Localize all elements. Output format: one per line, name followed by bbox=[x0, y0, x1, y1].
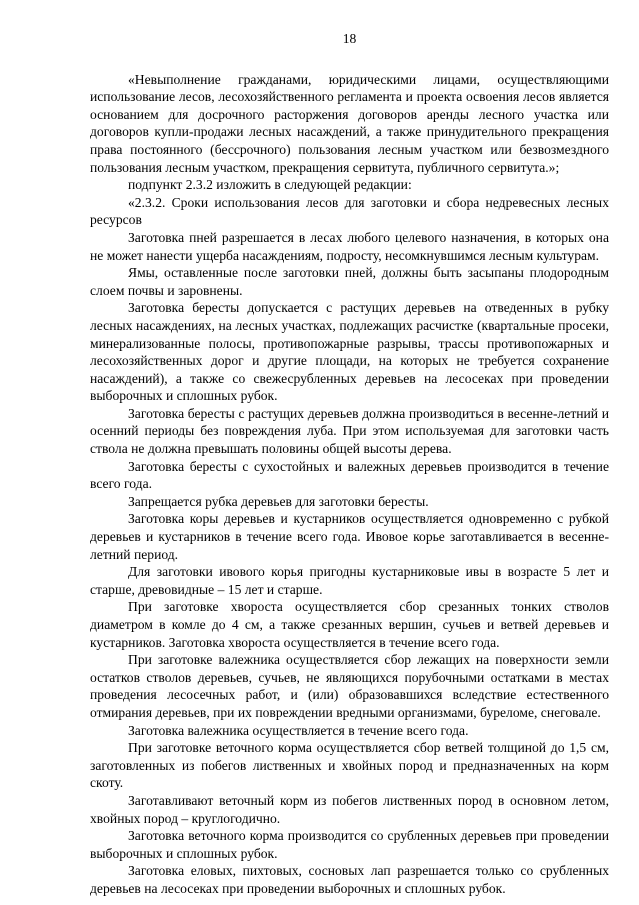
paragraph: Заготовка еловых, пихтовых, сосновых лап разрешается только со срубленных деревьев на лесосеках при проведении выборочных и сплошных рубок. bbox=[90, 863, 609, 896]
paragraph: Ямы, оставленные после заготовки пней, должны быть засыпаны плодородным слоем почвы и заровнены. bbox=[90, 265, 609, 298]
paragraph: Заготавливают веточный корм из побегов лиственных пород в основном летом, хвойных пород – круглогодично. bbox=[90, 792, 609, 826]
paragraph: «2.3.2. Сроки использования лесов для заготовки и сбора недревесных лесных ресурсов bbox=[90, 194, 609, 228]
paragraph: Заготовка валежника осуществляется в течение всего года. bbox=[128, 722, 469, 738]
paragraph: При заготовке веточного корма осуществляется сбор ветвей толщиной до 1,5 см, заготовленных из побегов лиственных и хвойных пород и предназначенных на корм скоту. bbox=[90, 740, 609, 791]
paragraph: Заготовка пней разрешается в лесах любого целевого назначения, в которых она не может нанести ущерба насаждениям, подросту, несомкнувшимся лесным культурам. bbox=[90, 229, 609, 263]
paragraph: подпункт 2.3.2 изложить в следующей редакции: bbox=[128, 177, 412, 193]
paragraph: Заготовка веточного корма производится со срубленных деревьев при проведении выборочных и сплошных рубок. bbox=[90, 828, 609, 861]
paragraph: При заготовке хвороста осуществляется сбор срезанных тонких стволов диаметром в комле до 4 см, а также срезанных вершин, сучьев и ветвей деревьев и кустарников. Заготовка хвороста осуществляется в течение всего года. bbox=[90, 599, 609, 650]
paragraph: Заготовка бересты с сухостойных и валежных деревьев производится в течение всего года. bbox=[90, 458, 609, 492]
paragraph: Заготовка бересты допускается с растущих деревьев на отведенных в рубку лесных насаждениях, на лесных участках, подлежащих расчистке (квартальные просеки, минерализованные полосы, противопожарные разрывы, трассы противопожарных и лесохозяйственных дорог и другие площади, на которых не требуется сохранение насаждений), а также со свежесрубленных деревьев на лесосеках при проведении выборочных и сплошных рубок. bbox=[90, 300, 609, 404]
paragraph: Заготовка бересты с растущих деревьев должна производиться в весенне-летний и осенний периоды без повреждения луба. При этом используемая для заготовки часть ствола не должна превышать половины общей высоты дерева. bbox=[90, 405, 609, 457]
paragraph: Для заготовки ивового корья пригодны кустарниковые ивы в возрасте 5 лет и старше, древовидные – 15 лет и старше. bbox=[90, 564, 609, 597]
paragraph: «Невыполнение гражданами, юридическими лицами, осуществляющими использование лесов, лесохозяйственного регламента и проекта освоения лесов является основанием для досрочного расторжения договоров аренды лесного участка или договоров купли-продажи лесных насаждений, а также принудительного прекращения права постоянного (бессрочного) пользования лесным участком или безвозмездного пользования лесным участком, прекращения сервитута, публичного сервитута.»; bbox=[90, 71, 609, 175]
paragraph: Запрещается рубка деревьев для заготовки бересты. bbox=[128, 493, 429, 509]
paragraph: Заготовка коры деревьев и кустарников осуществляется одновременно с рубкой деревьев и кустарников в течение всего года. Ивовое корье заготавливается в весенне-летний период. bbox=[90, 511, 609, 562]
paragraph: При заготовке валежника осуществляется сбор лежащих на поверхности земли остатков стволов деревьев, сучьев, не являющихся порубочными остатками в местах проведения лесосечных работ, и (или) образовавшихся вследствие естественного отмирания деревьев, при их повреждении вредными организмами, буреломе, снеговале. bbox=[90, 652, 609, 720]
page-number: 18 bbox=[342, 31, 357, 46]
